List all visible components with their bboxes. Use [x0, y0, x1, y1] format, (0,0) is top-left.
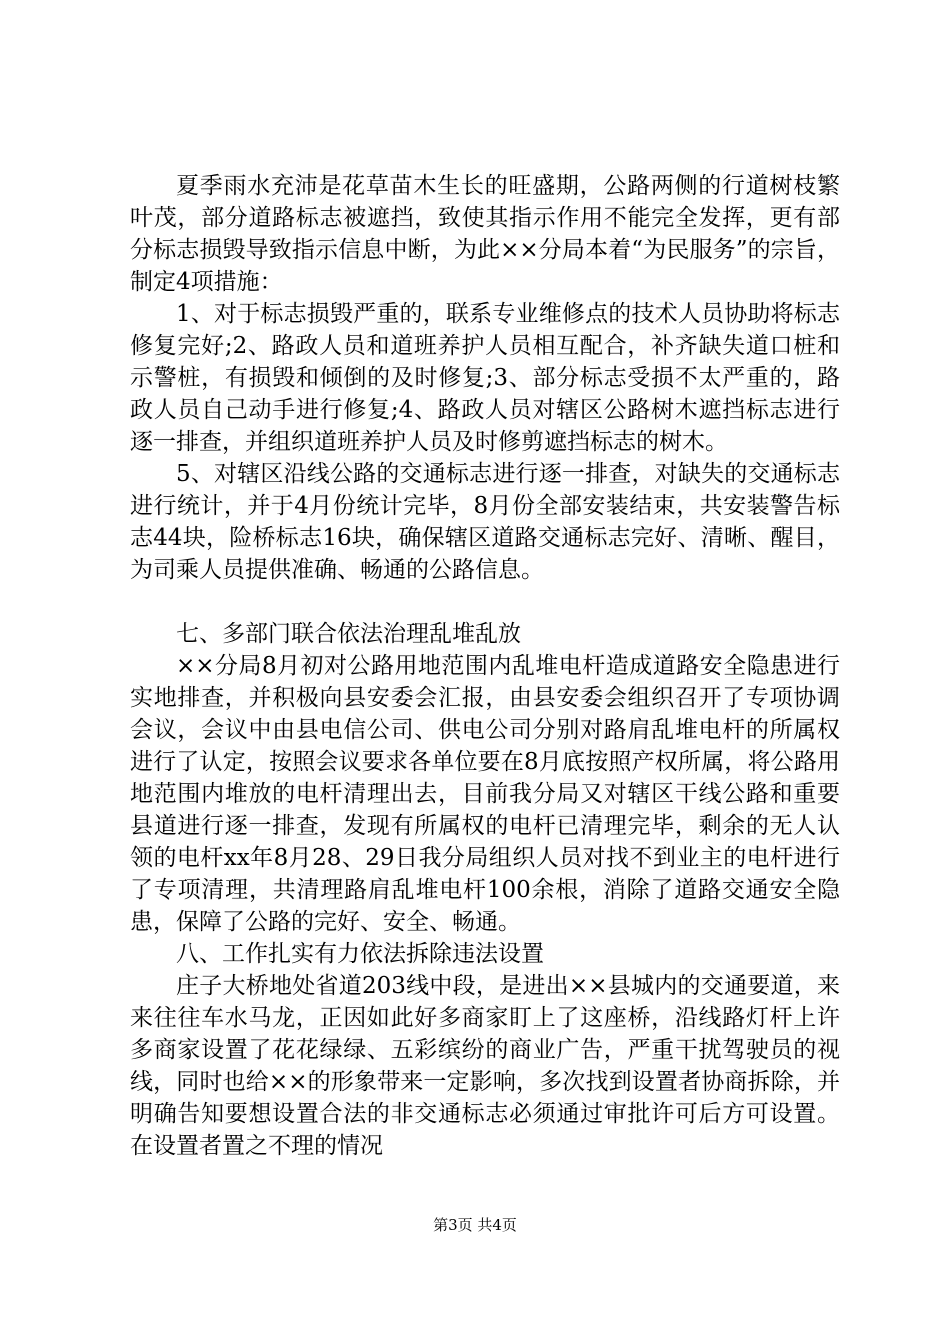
paragraph-summer-signs: 夏季雨水充沛是花草苗木生长的旺盛期，公路两侧的行道树枝繁叶茂，部分道路标志被遮挡，致使其指示作用不能完全发挥，更有部分标志损毁导致指示信息中断，为此××分局本着“为民服务”的宗旨，制定4项措施： [130, 173, 840, 295]
paragraph-measures-1-4: 1、对于标志损毁严重的，联系专业维修点的技术人员协助将标志修复完好;2、路政人员和道班养护人员相互配合，补齐缺失道口桩和示警桩，有损毁和倾倒的及时修复;3、部分标志受损不太严重的，路政人员自己动手进行修复;4、路政人员对辖区公路树木遮挡标志进行逐一排查，并组织道班养护人员及时修剪遮挡标志的树木。 [130, 301, 840, 455]
paragraph-measure-5: 5、对辖区沿线公路的交通标志进行逐一排查，对缺失的交通标志进行统计，并于4月份统计完毕，8月份全部安装结束，共安装警告标志44块，险桥标志16块，确保辖区道路交通标志完好、清晰、醒目，为司乘人员提供准确、畅通的公路信息。 [130, 461, 840, 583]
section-heading-7: 七、多部门联合依法治理乱堆乱放 [176, 621, 521, 647]
document-body [130, 170, 840, 1162]
paragraph-electric-poles: ××分局8月初对公路用地范围内乱堆电杆造成道路安全隐患进行实地排查，并积极向县安委会汇报，由县安委会组织召开了专项协调会议，会议中由县电信公司、供电公司分别对路肩乱堆电杆的所属权进行了认定，按照会议要求各单位要在8月底按照产权所属，将公路用地范围内堆放的电杆清理出去，目前我分局又对辖区干线公路和重要县道进行逐一排查，发现有所属权的电杆已清理完毕，剩余的无人认领的电杆xx年8月28、29日我分局组织人员对找不到业主的电杆进行了专项清理，共清理路肩乱堆电杆100余根，消除了道路交通安全隐患，保障了公路的完好、安全、畅通。 [130, 653, 840, 935]
paragraph-zhuangzi-bridge: 庄子大桥地处省道203线中段，是进出××县城内的交通要道，来来往往车水马龙，正因如此好多商家盯上了这座桥，沿线路灯杆上许多商家设置了花花绿绿、五彩缤纷的商业广告，严重干扰驾驶员的视线，同时也给××的形象带来一定影响，多次找到设置者协商拆除，并明确告知要想设置合法的非交通标志必须通过审批许可后方可设置。在设置者置之不理的情况 [130, 973, 840, 1159]
page-footer: 第3页 共4页 [433, 1216, 517, 1234]
section-heading-8: 八、工作扎实有力依法拆除违法设置 [176, 941, 544, 967]
